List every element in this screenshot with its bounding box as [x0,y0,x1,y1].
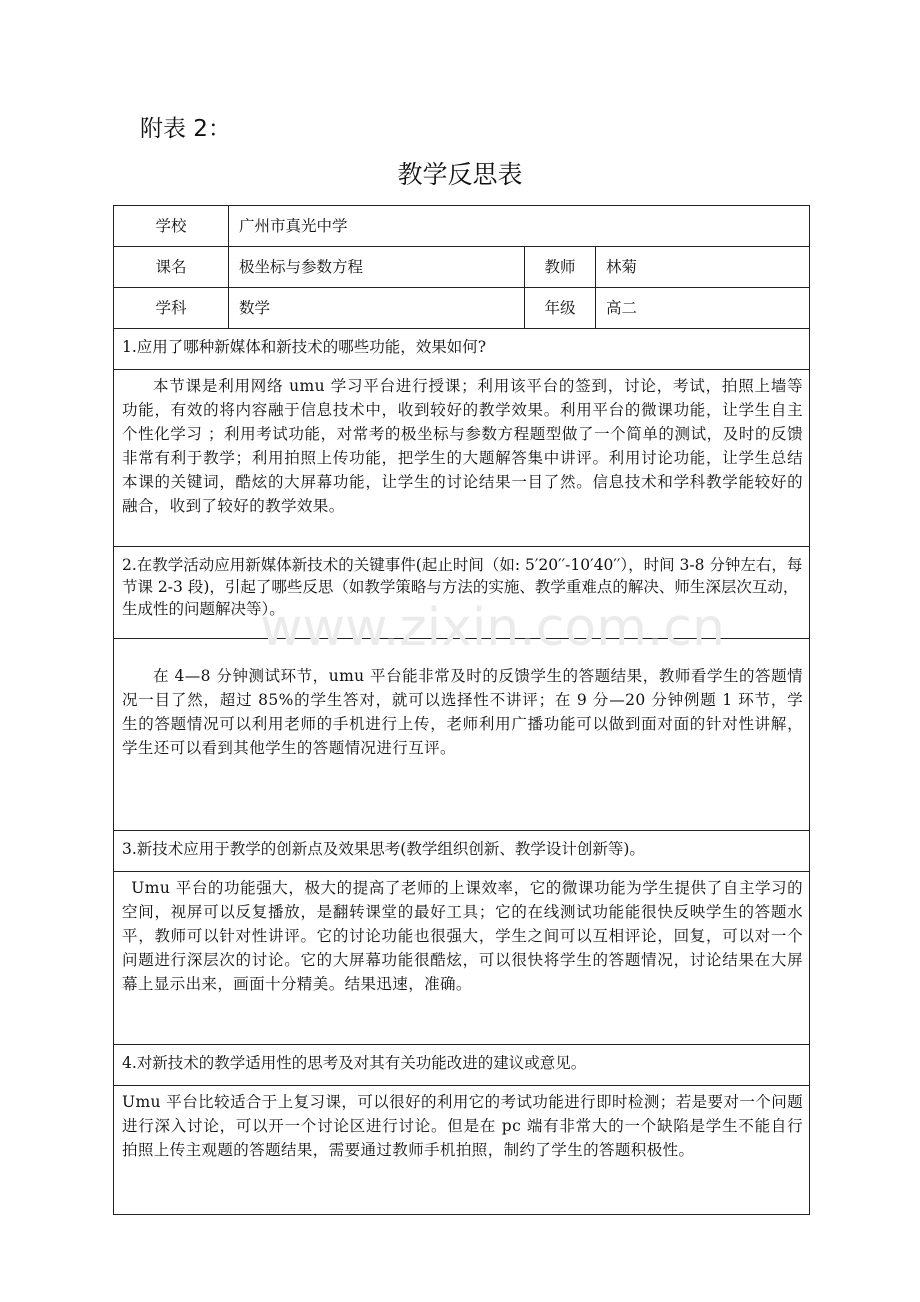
question-2: 2.在教学活动应用新媒体新技术的关键事件(起止时间（如: 5′20′′-10′40′′），时间 3-8 分钟左右，每节课 2-3 段)，引起了哪些反思（如教学策略与方法的实施、教学重难点的解决、师生深层次互动，生成性的问题解决等）。 [114,547,810,639]
question-1-row [114,329,810,370]
answer-3-row [114,872,810,1045]
course-label: 课名 [114,247,229,288]
question-4: 4.对新技术的教学适用性的思考及对其有关功能改进的建议或意见。 [114,1045,810,1086]
watermark: www.zixin.com.cn [260,598,725,658]
reflection-table [113,205,810,1215]
answer-1-row [114,370,810,547]
school-value: 广州市真光中学 [229,206,810,247]
teacher-label: 教师 [525,247,596,288]
answer-1: 本节课是利用网络 umu 学习平台进行授课；利用该平台的签到，讨论，考试，拍照上墙等功能，有效的将内容融于信息技术中，收到较好的教学效果。利用平台的微课功能，让学生自主个性化学习 ；利用考试功能，对常考的极坐标与参数方程题型做了一个简单的测试，及时的反馈非常有利于教学；利用拍照上传功能，把学生的大题解答集中讲评。利用讨论功能，让学生总结本课的关键词，酷炫的大屏幕功能，让学生的讨论结果一目了然。信息技术和学科教学能较好的融合，收到了较好的教学效果。 [114,370,810,547]
question-3-row [114,831,810,872]
grade-value: 高二 [596,288,810,329]
answer-2-row [114,639,810,831]
page-title: 教学反思表 [397,160,523,189]
subject-value: 数学 [229,288,525,329]
course-value: 极坐标与参数方程 [229,247,525,288]
teacher-value: 林菊 [596,247,810,288]
answer-2: 在 4—8 分钟测试环节，umu 平台能非常及时的反馈学生的答题结果，教师看学生的答题情况一目了然，超过 85%的学生答对，就可以选择性不讲评；在 9 分—20 分钟例题 1 环节，学生的答题情况可以利用老师的手机进行上传，老师利用广播功能可以做到面对面的针对性讲解，学生还可以看到其他学生的答题情况进行互评。 [114,639,810,831]
school-label: 学校 [114,206,229,247]
answer-4: Umu 平台比较适合于上复习课，可以很好的利用它的考试功能进行即时检测；若是要对一个问题进行深入讨论，可以开一个讨论区进行讨论。但是在 pc 端有非常大的一个缺陷是学生不能自行拍照上传主观题的答题结果，需要通过教师手机拍照，制约了学生的答题积极性。 [114,1086,810,1215]
subject-row [114,288,810,329]
answer-4-row [114,1086,810,1215]
question-2-row [114,547,810,639]
subject-label: 学科 [114,288,229,329]
school-row [114,206,810,247]
grade-label: 年级 [525,288,596,329]
course-row [114,247,810,288]
question-3: 3.新技术应用于教学的创新点及效果思考(教学组织创新、教学设计创新等)。 [114,831,810,872]
question-4-row [114,1045,810,1086]
answer-3: Umu 平台的功能强大，极大的提高了老师的上课效率，它的微课功能为学生提供了自主学习的空间，视屏可以反复播放，是翻转课堂的最好工具；它的在线测试功能能很快反映学生的答题水平，教师可以针对性讲评。它的讨论功能也很强大，学生之间可以互相评论，回复，可以对一个问题进行深层次的讨论。它的大屏幕功能很酷炫，可以很快将学生的答题情况，讨论结果在大屏幕上显示出来，画面十分精美。结果迅速，准确。 [114,872,810,1045]
appendix-label: 附表 2： [140,116,231,142]
question-1: 1.应用了哪种新媒体和新技术的哪些功能，效果如何? [114,329,810,370]
